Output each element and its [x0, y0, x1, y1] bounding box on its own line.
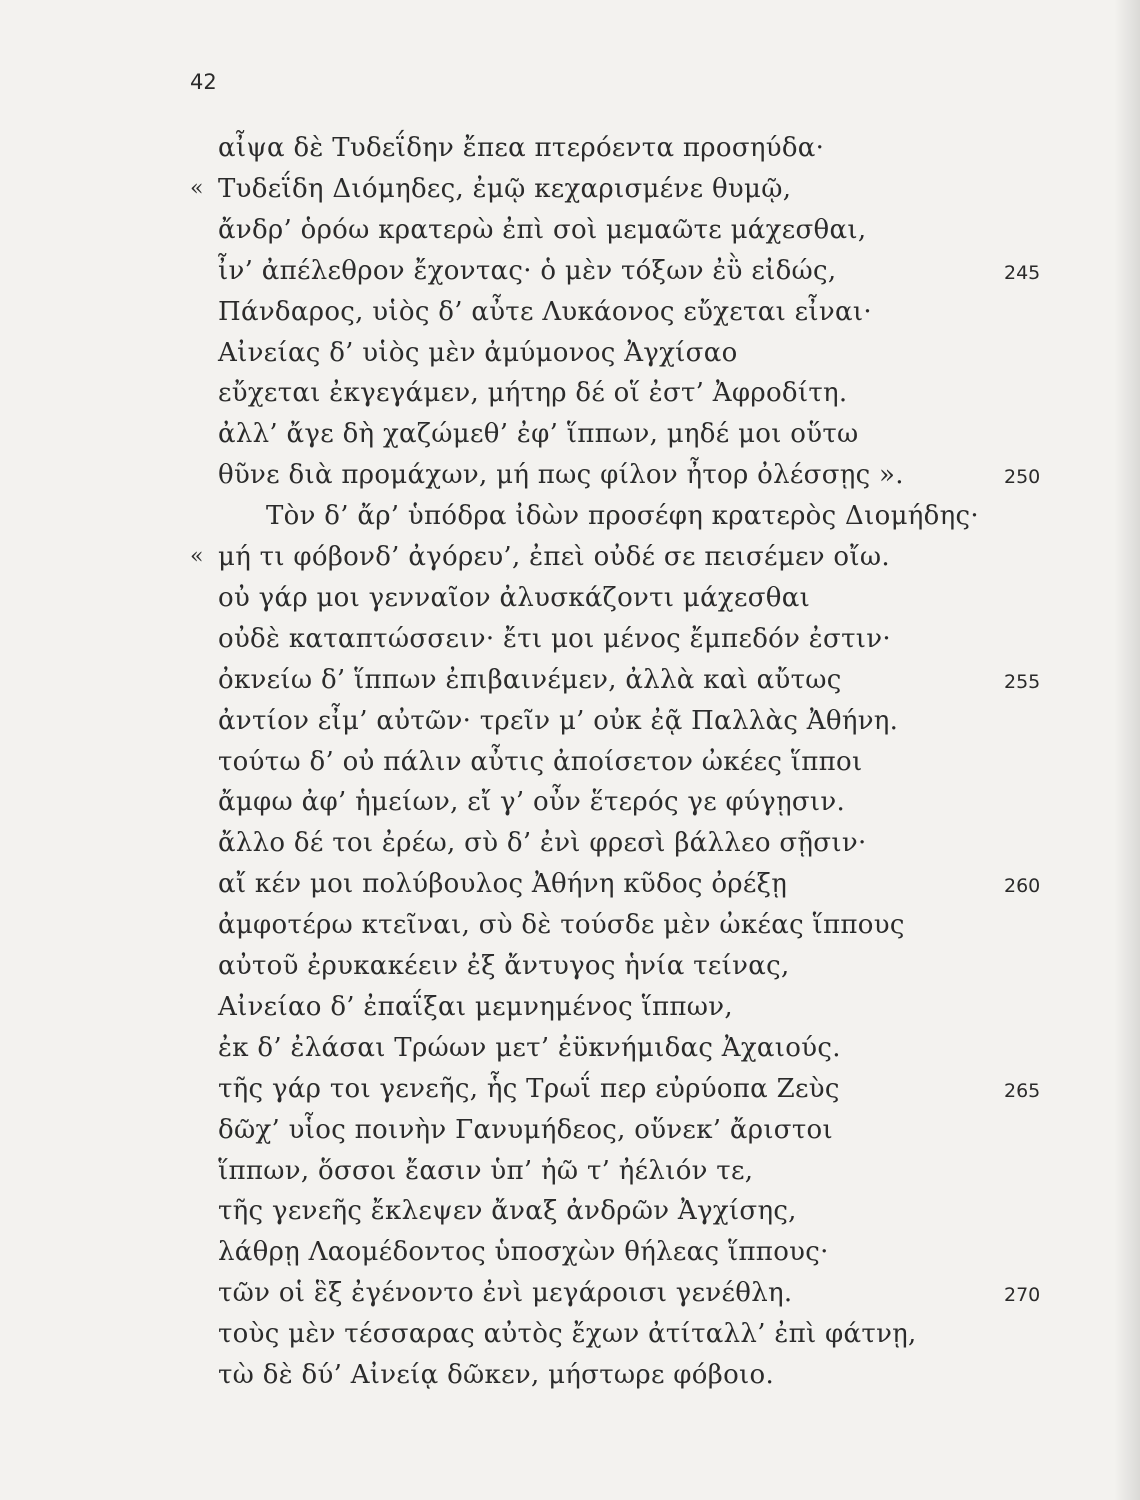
page-number: 42 [190, 70, 217, 94]
verse-text: Αἰνείας δ’ υἱὸς μὲν ἀμύμονος Ἀγχίσαο [218, 337, 738, 368]
verse-text: ἶν’ ἀπέλεθρον ἔχοντας· ὁ μὲν τόξων ἐῢ εἰδώς, [218, 255, 837, 286]
line-number: 270 [1004, 1284, 1041, 1307]
verse-text: Πάνδαρος, υἱὸς δ’ αὖτε Λυκάονος εὔχεται εἶναι· [218, 296, 872, 327]
verse-line [0, 619, 1140, 659]
verse-text: Αἰνείαο δ’ ἐπαΐξαι μεμνημένος ἵππων, [218, 991, 733, 1022]
verse-line [0, 660, 1140, 700]
verse-text: ἀντίον εἶμ’ αὐτῶν· τρεῖν μ’ οὐκ ἐᾷ Παλλὰς Ἀθήνη. [218, 705, 899, 736]
verse-line [0, 1232, 1140, 1272]
verse-text: τὼ δὲ δύ’ Αἰνείᾳ δῶκεν, μήστωρε φόβοιο. [218, 1360, 775, 1390]
opening-quote-mark: « [190, 175, 204, 201]
verse-line [0, 1314, 1140, 1354]
verse-line [0, 578, 1140, 618]
verse-line [0, 455, 1140, 495]
verse-line [0, 292, 1140, 332]
verse-text: τῶν οἱ ἓξ ἐγένοντο ἐνὶ μεγάροισι γενέθλη. [218, 1278, 793, 1309]
verse-text: θῦνε διὰ προμάχων, μή πως φίλον ἦτορ ὀλέσσῃς ». [218, 460, 904, 491]
verse-text: αἶψα δὲ Τυδεΐδην ἔπεα πτερόεντα προσηύδα· [218, 133, 825, 163]
verse-text: Τυδεΐδη Διόμηδες, ἐμῷ κεχαρισμένε θυμῷ, [218, 173, 792, 204]
verse-line [0, 987, 1140, 1027]
verse-line [0, 128, 1140, 168]
verse-line [0, 210, 1140, 250]
verse-text: τῆς γενεῆς ἔκλεψεν ἄναξ ἀνδρῶν Ἀγχίσης, [218, 1196, 797, 1227]
verse-line [0, 946, 1140, 986]
verse-text: ἄλλο δέ τοι ἐρέω, σὺ δ’ ἐνὶ φρεσὶ βάλλεο σῇσιν· [218, 828, 867, 859]
verse-text: ἀλλ’ ἄγε δὴ χαζώμεθ’ ἐφ’ ἵππων, μηδέ μοι οὕτω [218, 419, 859, 450]
line-number: 250 [1004, 466, 1041, 489]
verse-line [0, 373, 1140, 413]
verse-text: ἄμφω ἀφ’ ἡμείων, εἴ γ’ οὖν ἕτερός γε φύγῃσιν. [218, 787, 846, 818]
verse-text: ἐκ δ’ ἐλάσαι Τρώων μετ’ ἐϋκνήμιδας Ἀχαιούς. [218, 1032, 841, 1063]
verse-line [0, 905, 1140, 945]
verse-text: δῶχ’ υἷος ποινὴν Γανυμήδεος, οὕνεκ’ ἄριστοι [218, 1114, 833, 1145]
verse-text: τοὺς μὲν τέσσαρας αὐτὸς ἔχων ἀτίταλλ’ ἐπὶ φάτνῃ, [218, 1319, 917, 1350]
verse-line [0, 1110, 1140, 1150]
verse-text: μή τι φόβονδ’ ἀγόρευ’, ἐπεὶ οὐδέ σε πεισέμεν οἴω. [218, 542, 890, 572]
verse-line [0, 782, 1140, 822]
verse-text: ἄνδρ’ ὁρόω κρατερὼ ἐπὶ σοὶ μεμαῶτε μάχεσθαι, [218, 214, 867, 245]
line-number: 255 [1004, 670, 1041, 693]
verse-text: οὐ γάρ μοι γενναῖον ἀλυσκάζοντι μάχεσθαι [218, 582, 811, 613]
verse-text: αὐτοῦ ἐρυκακέειν ἐξ ἄντυγος ἡνία τείνας, [218, 951, 790, 981]
verse-text: λάθρῃ Λαομέδοντος ὑποσχὼν θήλεας ἵππους· [218, 1237, 829, 1268]
verse-text: οὐδὲ καταπτώσσειν· ἔτι μοι μένος ἔμπεδόν ἐστιν· [218, 623, 891, 654]
verse-line [0, 864, 1140, 904]
line-number: 260 [1004, 875, 1041, 898]
verse-line [0, 251, 1140, 291]
opening-quote-mark: « [190, 544, 204, 569]
verse-text: τούτω δ’ οὐ πάλιν αὖτις ἀποίσετον ὠκέες ἵπποι [218, 746, 863, 777]
verse-line [0, 1069, 1140, 1109]
verse-line [0, 169, 1140, 209]
verse-text: τῆς γάρ τοι γενεῆς, ἧς Τρωΐ περ εὐρύοπα Ζεὺς [218, 1073, 840, 1104]
verse-line [0, 414, 1140, 454]
verse-line [0, 742, 1140, 782]
verse-text: ὀκνείω δ’ ἵππων ἐπιβαινέμεν, ἀλλὰ καὶ αὔτως [218, 664, 842, 695]
verse-text: ἵππων, ὅσσοι ἔασιν ὑπ’ ἠῶ τ’ ἠέλιόν τε, [218, 1155, 754, 1186]
verse-text: ἀμφοτέρω κτεῖναι, σὺ δὲ τούσδε μὲν ὠκέας ἵππους [218, 910, 905, 941]
verse-text: Τὸν δ’ ἄρ’ ὑπόδρα ἰδὼν προσέφη κρατερὸς Διομήδης· [266, 501, 979, 532]
verse-line [0, 1355, 1140, 1395]
verse-line [0, 701, 1140, 741]
verse-line [0, 823, 1140, 863]
verse-line [0, 1191, 1140, 1231]
line-number: 245 [1004, 261, 1041, 284]
verse-line [0, 537, 1140, 577]
verse-line [0, 1151, 1140, 1191]
verse-line [0, 1273, 1140, 1313]
verse-text: αἴ κέν μοι πολύβουλος Ἀθήνη κῦδος ὀρέξῃ [218, 869, 788, 900]
line-number: 265 [1004, 1079, 1041, 1102]
verse-line [0, 496, 1140, 536]
verse-line [0, 333, 1140, 373]
verse-line [0, 1028, 1140, 1068]
verse-text: εὔχεται ἐκγεγάμεν, μήτηρ δέ οἵ ἐστ’ Ἀφροδίτη. [218, 378, 848, 409]
